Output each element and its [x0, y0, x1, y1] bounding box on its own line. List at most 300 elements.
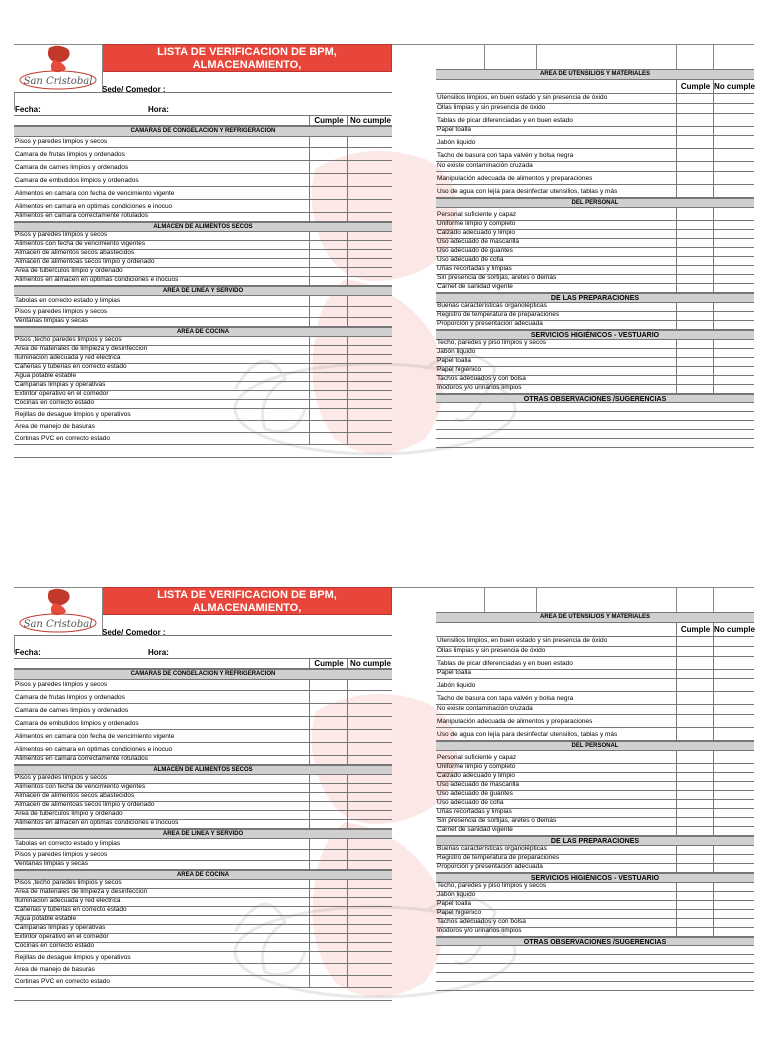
cumple-cell[interactable] — [676, 94, 677, 104]
checklist-item-label: Inodoros y/o urinarios limpios — [437, 927, 522, 934]
section-header — [436, 198, 754, 208]
no-cumple-cell[interactable] — [347, 241, 348, 250]
no-cumple-cell[interactable] — [713, 764, 714, 773]
no-cumple-cell[interactable] — [347, 346, 348, 355]
checklist-row — [436, 149, 754, 162]
no-cumple-cell[interactable] — [347, 318, 348, 327]
cumple-cell[interactable] — [676, 221, 677, 230]
no-cumple-cell[interactable] — [713, 185, 714, 198]
checklist-item-label: Utensilios limpios, en buen estado y sin presencia de óxido — [437, 637, 608, 644]
cumple-cell[interactable] — [309, 889, 310, 898]
checklist-item-label: Camara de carnes limpios y ordenados — [15, 164, 129, 171]
cumple-cell[interactable] — [309, 943, 310, 952]
cumple-cell[interactable] — [676, 910, 677, 919]
checklist-row — [436, 715, 754, 728]
no-cumple-cell[interactable] — [713, 358, 714, 367]
cumple-cell[interactable] — [309, 850, 310, 861]
no-cumple-cell[interactable] — [713, 149, 714, 162]
no-cumple-cell[interactable] — [347, 691, 348, 704]
no-cumple-cell[interactable] — [713, 376, 714, 385]
observation-line[interactable] — [436, 955, 754, 964]
cumple-cell[interactable] — [676, 647, 677, 657]
section-title: AREA DE LINEA Y SERVIDO — [162, 831, 244, 837]
no-cumple-cell[interactable] — [713, 340, 714, 349]
cumple-cell[interactable] — [676, 376, 677, 385]
no-cumple-cell[interactable] — [713, 919, 714, 928]
no-cumple-cell[interactable] — [347, 200, 348, 213]
no-cumple-cell[interactable] — [713, 892, 714, 901]
cumple-cell[interactable] — [309, 964, 310, 976]
section-title: AREA DE COCINA — [176, 329, 230, 335]
no-cumple-cell[interactable] — [347, 793, 348, 802]
no-cumple-cell[interactable] — [347, 756, 348, 765]
observation-line[interactable] — [436, 982, 754, 991]
checklist-row — [436, 692, 754, 705]
no-cumple-cell[interactable] — [713, 349, 714, 358]
cumple-cell[interactable] — [309, 200, 310, 213]
no-cumple-cell[interactable] — [713, 114, 714, 127]
cumple-cell[interactable] — [676, 809, 677, 818]
checklist-row — [14, 952, 392, 964]
no-cumple-cell[interactable] — [713, 239, 714, 248]
checklist-item-label: Uniforme limpio y completo — [437, 763, 516, 770]
no-cumple-cell[interactable] — [347, 433, 348, 445]
cumple-cell[interactable] — [676, 919, 677, 928]
no-cumple-cell[interactable] — [713, 248, 714, 257]
no-cumple-cell[interactable] — [347, 775, 348, 784]
checklist-row — [436, 114, 754, 127]
section-title: ALMACEN DE ALIMENTOS SECOS — [153, 767, 253, 773]
cumple-cell[interactable] — [309, 775, 310, 784]
no-cumple-cell[interactable] — [347, 373, 348, 382]
no-cumple-cell[interactable] — [347, 364, 348, 373]
cumple-cell[interactable] — [309, 277, 310, 286]
checklist-row — [14, 400, 392, 409]
cumple-cell[interactable] — [309, 259, 310, 268]
checklist-item-label: Tacho de basura con tapa valvén y bolsa negra — [437, 695, 574, 702]
no-cumple-cell[interactable] — [713, 705, 714, 715]
checklist-item-label: Papel toalla — [437, 669, 471, 676]
no-cumple-cell[interactable] — [713, 303, 714, 312]
checklist-item-label: Tablas de picar diferenciadas y en buen estado — [437, 117, 573, 124]
cumple-cell[interactable] — [676, 248, 677, 257]
title-line-2: LIMPIEZA E HIGIENE — [192, 72, 302, 84]
cumple-cell[interactable] — [676, 800, 677, 809]
cumple-cell[interactable] — [309, 861, 310, 870]
right-col-header — [436, 623, 754, 637]
cumple-cell[interactable] — [676, 162, 677, 172]
no-cumple-cell[interactable] — [713, 637, 714, 647]
no-cumple-cell[interactable] — [347, 820, 348, 829]
section-title: DEL PERSONAL — [571, 200, 619, 206]
checklist-item-label: Uñas recortadas y limpias — [437, 808, 512, 815]
section-title: AREA DE UTENSILIOS Y MATERIALES — [539, 71, 651, 77]
section-title: SERVICIOS HIGIÉNICOS - VESTUARIO — [530, 332, 660, 339]
cumple-cell[interactable] — [309, 730, 310, 743]
checklist-row — [14, 296, 392, 307]
checklist-item-label: Alimentos con fecha de vencimiento vigentes — [15, 783, 146, 790]
cumple-cell[interactable] — [309, 400, 310, 409]
checklist-item-label: Techo, paredes y piso limpios y secos — [437, 882, 547, 889]
no-cumple-cell[interactable] — [347, 421, 348, 433]
cumple-cell[interactable] — [676, 679, 677, 692]
no-cumple-cell[interactable] — [713, 136, 714, 149]
no-cumple-cell[interactable] — [713, 928, 714, 937]
cumple-cell[interactable] — [676, 637, 677, 647]
cumple-cell[interactable] — [309, 421, 310, 433]
no-cumple-cell[interactable] — [347, 391, 348, 400]
cumple-cell[interactable] — [676, 705, 677, 715]
no-cumple-cell[interactable] — [347, 889, 348, 898]
checklist-item-label: Camara de embutidos limpios y ordenados — [15, 177, 139, 184]
cumple-cell[interactable] — [676, 136, 677, 149]
checklist-item-label: Alimentos en camara con fecha de vencimiento vigente — [15, 733, 175, 740]
no-cumple-cell[interactable] — [713, 266, 714, 275]
no-cumple-cell[interactable] — [713, 855, 714, 864]
cumple-cell[interactable] — [676, 791, 677, 800]
no-cumple-cell[interactable] — [713, 800, 714, 809]
checklist-item-label: Extintor operativo en el comedor — [15, 390, 109, 397]
checklist-item-label: Sin presencia de sortijas, aretes o demás — [437, 817, 557, 824]
cumple-cell[interactable] — [676, 349, 677, 358]
cumple-cell[interactable] — [676, 818, 677, 827]
no-cumple-cell[interactable] — [713, 679, 714, 692]
cumple-cell[interactable] — [676, 715, 677, 728]
no-cumple-cell[interactable] — [713, 782, 714, 791]
no-cumple-cell[interactable] — [713, 172, 714, 185]
cumple-cell[interactable] — [309, 717, 310, 730]
no-cumple-cell[interactable] — [347, 784, 348, 793]
no-cumple-cell[interactable] — [713, 728, 714, 741]
no-cumple-cell[interactable] — [347, 268, 348, 277]
left-col-header — [14, 658, 392, 669]
checklist-row — [436, 827, 754, 836]
checklist-item-label: Jabón liquido — [437, 891, 476, 898]
no-cumple-cell[interactable] — [713, 104, 714, 114]
no-cumple-cell[interactable] — [713, 670, 714, 679]
fecha-label: Fecha: — [15, 105, 41, 114]
no-cumple-cell[interactable] — [713, 818, 714, 827]
no-cumple-cell[interactable] — [713, 864, 714, 873]
no-cumple-cell[interactable] — [347, 174, 348, 187]
cumple-cell[interactable] — [676, 670, 677, 679]
no-cumple-cell[interactable] — [347, 409, 348, 421]
checklist-item-label: Uso adecuado de mascarilla — [437, 238, 520, 245]
no-cumple-cell[interactable] — [713, 901, 714, 910]
cumple-cell[interactable] — [676, 764, 677, 773]
checklist-row — [436, 172, 754, 185]
cumple-cell[interactable] — [309, 409, 310, 421]
cumple-cell[interactable] — [676, 127, 677, 136]
cumple-cell[interactable] — [676, 358, 677, 367]
cumple-cell[interactable] — [676, 855, 677, 864]
cumple-cell[interactable] — [676, 846, 677, 855]
no-cumple-cell[interactable] — [347, 307, 348, 318]
section-header — [436, 394, 754, 403]
no-cumple-cell[interactable] — [713, 809, 714, 818]
checklist-item-label: Cañerias y tuberias en correcto estado — [15, 906, 127, 913]
no-cumple-cell[interactable] — [347, 811, 348, 820]
grid-line — [484, 44, 485, 69]
cumple-cell[interactable] — [676, 883, 677, 892]
no-cumple-cell[interactable] — [347, 934, 348, 943]
no-cumple-cell[interactable] — [713, 751, 714, 764]
cumple-cell[interactable] — [676, 230, 677, 239]
checklist-item-label: Registro de temperatura de preparaciones — [437, 311, 560, 318]
grid-line — [484, 587, 485, 612]
cumple-cell[interactable] — [676, 728, 677, 741]
cumple-cell[interactable] — [676, 284, 677, 293]
no-cumple-cell[interactable] — [347, 952, 348, 964]
cumple-cell[interactable] — [309, 802, 310, 811]
no-cumple-cell[interactable] — [347, 802, 348, 811]
cumple-cell[interactable] — [309, 307, 310, 318]
no-cumple-cell[interactable] — [347, 976, 348, 988]
no-cumple-cell[interactable] — [347, 907, 348, 916]
cumple-cell[interactable] — [676, 782, 677, 791]
cumple-cell[interactable] — [676, 657, 677, 670]
checklist-row — [436, 705, 754, 715]
no-cumple-cell[interactable] — [713, 692, 714, 705]
no-cumple-cell[interactable] — [347, 743, 348, 756]
cumple-cell[interactable] — [309, 318, 310, 327]
cumple-cell[interactable] — [309, 364, 310, 373]
no-cumple-cell[interactable] — [713, 657, 714, 670]
cumple-cell[interactable] — [309, 187, 310, 200]
observation-line[interactable] — [436, 439, 754, 448]
cumple-cell[interactable] — [676, 208, 677, 221]
cumple-cell[interactable] — [309, 898, 310, 907]
cumple-cell[interactable] — [676, 692, 677, 705]
section-title: AREA DE LINEA Y SERVIDO — [162, 288, 244, 294]
no-cumple-cell[interactable] — [347, 925, 348, 934]
no-cumple-cell[interactable] — [713, 385, 714, 394]
sede-line — [14, 635, 392, 636]
no-cumple-cell[interactable] — [347, 213, 348, 222]
section-title: AREA DE UTENSILIOS Y MATERIALES — [539, 614, 651, 620]
no-cumple-cell[interactable] — [713, 773, 714, 782]
no-cumple-cell[interactable] — [347, 187, 348, 200]
no-cumple-cell[interactable] — [713, 827, 714, 836]
checklist-row — [14, 730, 392, 743]
no-cumple-cell[interactable] — [347, 400, 348, 409]
no-cumple-cell[interactable] — [347, 898, 348, 907]
cumple-cell[interactable] — [676, 751, 677, 764]
no-cumple-cell[interactable] — [347, 839, 348, 850]
grid-line — [676, 587, 677, 612]
cumple-cell[interactable] — [676, 275, 677, 284]
cumple-cell[interactable] — [309, 148, 310, 161]
checklist-row — [14, 756, 392, 765]
checklist-item-label: Alimentos en camara correctamente rotulados — [15, 755, 148, 762]
checklist-item-label: Ollas limpias y sin presencia de óxido — [437, 647, 546, 654]
checklist-item-label: Calzado adecuado y limpio — [437, 772, 516, 779]
no-cumple-cell[interactable] — [347, 704, 348, 717]
cumple-cell[interactable] — [309, 839, 310, 850]
no-cumple-cell[interactable] — [713, 162, 714, 172]
no-cumple-cell[interactable] — [347, 148, 348, 161]
cumple-cell[interactable] — [309, 820, 310, 829]
no-cumple-cell[interactable] — [713, 312, 714, 321]
no-cumple-cell[interactable] — [347, 232, 348, 241]
no-cumple-cell[interactable] — [713, 257, 714, 266]
no-cumple-cell[interactable] — [347, 355, 348, 364]
observation-line[interactable] — [436, 403, 754, 412]
checklist-row — [436, 284, 754, 293]
no-cumple-cell[interactable] — [347, 137, 348, 148]
no-cumple-cell[interactable] — [347, 161, 348, 174]
title-line-1: LISTA DE VERIFICACION DE BPM, ALMACENAMIENTO, — [157, 46, 337, 71]
cumple-cell[interactable] — [676, 928, 677, 937]
cumple-cell[interactable] — [676, 892, 677, 901]
observation-line[interactable] — [436, 973, 754, 982]
observation-line[interactable] — [436, 412, 754, 421]
cumple-cell[interactable] — [309, 137, 310, 148]
cumple-cell[interactable] — [676, 827, 677, 836]
cumple-cell[interactable] — [309, 680, 310, 691]
cumple-cell[interactable] — [309, 232, 310, 241]
cumple-cell[interactable] — [676, 104, 677, 114]
cumple-cell[interactable] — [676, 385, 677, 394]
checklist-item-label: Proporción y presentación adecuada — [437, 320, 543, 327]
cumple-cell[interactable] — [676, 172, 677, 185]
no-cumple-cell[interactable] — [347, 277, 348, 286]
grid-line — [713, 587, 714, 612]
checklist-item-label: Utensilios limpios, en buen estado y sin presencia de óxido — [437, 94, 608, 101]
checklist-item-label: Almacen de alimentoas secos limpio y ordenado — [15, 801, 155, 808]
no-cumple-cell[interactable] — [347, 861, 348, 870]
cumple-cell[interactable] — [676, 266, 677, 275]
checklist-item-label: Papel higiénico — [437, 909, 482, 916]
cumple-cell[interactable] — [309, 346, 310, 355]
cumple-cell[interactable] — [309, 934, 310, 943]
checklist-item-label: Pisos y paredes limpios y secos — [15, 308, 108, 315]
cumple-cell[interactable] — [309, 880, 310, 889]
cumple-cell[interactable] — [676, 321, 677, 330]
no-cumple-cell[interactable] — [713, 208, 714, 221]
no-cumple-cell[interactable] — [713, 230, 714, 239]
no-cumple-cell[interactable] — [713, 367, 714, 376]
no-cumple-cell[interactable] — [347, 296, 348, 307]
cumple-cell[interactable] — [309, 743, 310, 756]
checklist-row — [436, 670, 754, 679]
no-cumple-cell[interactable] — [713, 284, 714, 293]
checklist-item-label: Manipulación adecuada de alimentos y preparaciones — [437, 718, 593, 725]
checklist-row — [436, 928, 754, 937]
no-cumple-cell[interactable] — [347, 250, 348, 259]
no-cumple-cell[interactable] — [713, 791, 714, 800]
cumple-cell[interactable] — [309, 373, 310, 382]
no-cumple-cell[interactable] — [713, 846, 714, 855]
no-cumple-cell[interactable] — [347, 337, 348, 346]
no-cumple-cell[interactable] — [713, 883, 714, 892]
cumple-cell[interactable] — [676, 773, 677, 782]
cumple-cell[interactable] — [309, 691, 310, 704]
cumple-cell[interactable] — [309, 355, 310, 364]
section-header — [14, 669, 392, 680]
observation-line[interactable] — [436, 421, 754, 430]
observation-line[interactable] — [436, 946, 754, 955]
cumple-cell[interactable] — [309, 952, 310, 964]
cumple-cell[interactable] — [309, 250, 310, 259]
cumple-cell[interactable] — [309, 213, 310, 222]
cumple-cell[interactable] — [309, 907, 310, 916]
cumple-cell[interactable] — [676, 901, 677, 910]
observation-line[interactable] — [436, 964, 754, 973]
cumple-cell[interactable] — [309, 174, 310, 187]
cumple-cell[interactable] — [676, 367, 677, 376]
cumple-header: Cumple — [676, 623, 714, 636]
cumple-cell[interactable] — [676, 114, 677, 127]
no-cumple-cell[interactable] — [713, 910, 714, 919]
cumple-cell[interactable] — [309, 793, 310, 802]
section-title: SERVICIOS HIGIÉNICOS - VESTUARIO — [530, 875, 660, 882]
cumple-cell[interactable] — [676, 149, 677, 162]
cumple-cell[interactable] — [309, 268, 310, 277]
no-cumple-cell[interactable] — [713, 275, 714, 284]
cumple-cell[interactable] — [309, 382, 310, 391]
checklist-item-label: Ventanas limpias y secas — [15, 860, 88, 867]
cumple-cell[interactable] — [676, 312, 677, 321]
cumple-cell[interactable] — [309, 433, 310, 445]
cumple-cell[interactable] — [676, 239, 677, 248]
san-cristobal-logo — [16, 587, 102, 635]
cumple-cell[interactable] — [309, 161, 310, 174]
no-cumple-cell[interactable] — [347, 717, 348, 730]
blank-row[interactable] — [14, 445, 392, 458]
cumple-cell[interactable] — [309, 916, 310, 925]
cumple-cell[interactable] — [309, 704, 310, 717]
no-cumple-cell[interactable] — [347, 382, 348, 391]
cumple-cell[interactable] — [676, 303, 677, 312]
checklist-row — [14, 820, 392, 829]
cumple-cell[interactable] — [309, 756, 310, 765]
cumple-cell[interactable] — [309, 811, 310, 820]
cumple-cell[interactable] — [676, 340, 677, 349]
no-cumple-cell[interactable] — [347, 943, 348, 952]
cumple-cell[interactable] — [309, 391, 310, 400]
blank-row[interactable] — [14, 988, 392, 1001]
no-cumple-cell[interactable] — [713, 94, 714, 104]
no-cumple-header: No cumple — [347, 115, 393, 125]
no-cumple-cell[interactable] — [347, 259, 348, 268]
logo-divider — [102, 44, 103, 92]
cumple-cell[interactable] — [676, 185, 677, 198]
cumple-cell[interactable] — [309, 296, 310, 307]
observation-line[interactable] — [436, 430, 754, 439]
checklist-item-label: Uso adecuado de mascarilla — [437, 781, 520, 788]
cumple-cell[interactable] — [309, 925, 310, 934]
cumple-cell[interactable] — [309, 976, 310, 988]
no-cumple-cell[interactable] — [713, 647, 714, 657]
no-cumple-cell[interactable] — [347, 880, 348, 889]
no-cumple-cell[interactable] — [347, 680, 348, 691]
cumple-cell[interactable] — [676, 257, 677, 266]
cumple-cell[interactable] — [309, 784, 310, 793]
cumple-cell[interactable] — [309, 241, 310, 250]
no-cumple-cell[interactable] — [713, 127, 714, 136]
checklist-row — [14, 704, 392, 717]
no-cumple-cell[interactable] — [713, 715, 714, 728]
no-cumple-cell[interactable] — [347, 730, 348, 743]
no-cumple-cell[interactable] — [713, 321, 714, 330]
cumple-cell[interactable] — [676, 864, 677, 873]
cumple-cell[interactable] — [309, 337, 310, 346]
no-cumple-cell[interactable] — [347, 964, 348, 976]
no-cumple-cell[interactable] — [347, 916, 348, 925]
no-cumple-cell[interactable] — [713, 221, 714, 230]
no-cumple-cell[interactable] — [347, 850, 348, 861]
